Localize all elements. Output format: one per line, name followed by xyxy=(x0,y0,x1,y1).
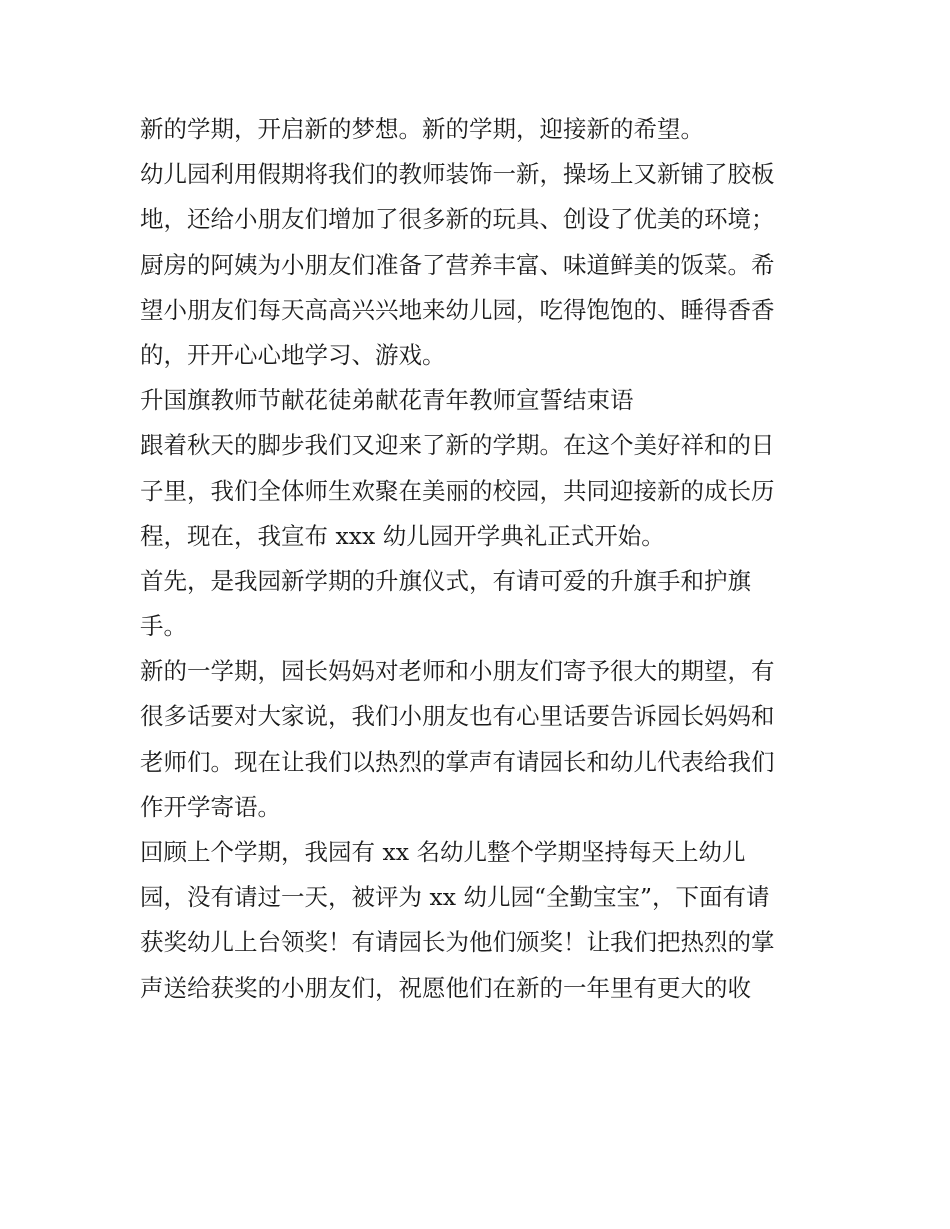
text-line-19: 获奖幼儿上台领奖！有请园长为他们颁奖！让我们把热烈的掌 xyxy=(140,928,775,957)
text-line-20: 声送给获奖的小朋友们，祝愿他们在新的一年里有更大的收 xyxy=(140,973,751,1002)
text-line-4: 厨房的阿姨为小朋友们准备了营养丰富、味道鲜美的饭菜。希 xyxy=(140,250,775,279)
text-line-14: 很多话要对大家说，我们小朋友也有心里话要告诉园长妈妈和 xyxy=(140,702,775,731)
text-line-8: 跟着秋天的脚步我们又迎来了新的学期。在这个美好祥和的日 xyxy=(140,431,775,460)
text-line-6: 的，开开心心地学习、游戏。 xyxy=(140,340,446,369)
text-line-13: 新的一学期，园长妈妈对老师和小朋友们寄予很大的期望，有 xyxy=(140,657,775,686)
text-line-2: 幼儿园利用假期将我们的教师装饰一新，操场上又新铺了胶板 xyxy=(140,160,775,189)
text-line-12: 手。 xyxy=(140,612,187,641)
text-line-5: 望小朋友们每天高高兴兴地来幼儿园，吃得饱饱的、睡得香香 xyxy=(140,295,775,324)
text-line-11: 首先，是我园新学期的升旗仪式，有请可爱的升旗手和护旗 xyxy=(140,566,751,595)
text-line-1: 新的学期，开启新的梦想。新的学期，迎接新的希望。 xyxy=(140,115,704,143)
text-line-17: 回顾上个学期，我园有 xx 名幼儿整个学期坚持每天上幼儿 xyxy=(140,838,746,866)
text-line-3: 地，还给小朋友们增加了很多新的玩具、创设了优美的环境； xyxy=(140,205,775,234)
section-heading: 升国旗教师节献花徒弟献花青年教师宣誓结束语 xyxy=(140,386,634,415)
document-body xyxy=(140,107,830,1011)
text-line-18: 园，没有请过一天，被评为 xx 幼儿园“全勤宝宝”，下面有请 xyxy=(140,883,770,912)
text-line-9: 子里，我们全体师生欢聚在美丽的校园，共同迎接新的成长历 xyxy=(140,476,775,505)
text-line-16: 作开学寄语。 xyxy=(140,792,281,821)
text-line-15: 老师们。现在让我们以热烈的掌声有请园长和幼儿代表给我们 xyxy=(140,747,775,776)
text-line-10: 程，现在，我宣布 xxx 幼儿园开学典礼正式开始。 xyxy=(140,521,665,550)
